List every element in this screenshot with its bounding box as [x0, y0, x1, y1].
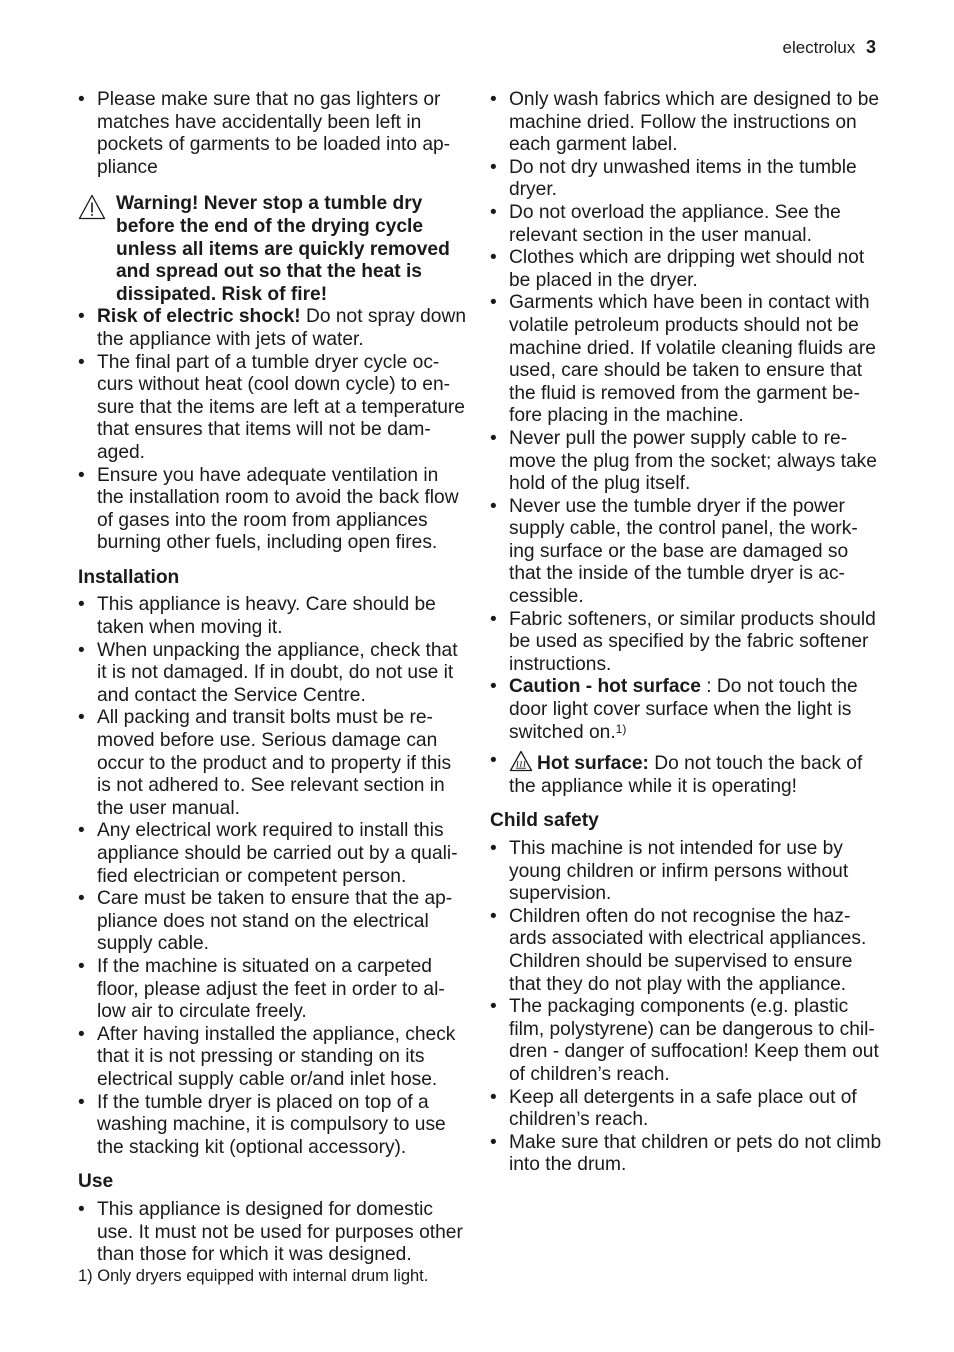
caution-label: Caution - hot surface [509, 676, 701, 698]
use-heading: Use [78, 1171, 114, 1193]
page-number: 3 [865, 37, 876, 57]
list-item: • Keep all detergents in a safe place out of children’s reach. [490, 1087, 882, 1132]
list-item: • Never use the tumble dryer if the power supply cable, the control panel, the work-ing surface or the base are damaged so that the inside of the tumble dryer is ac-cessible. [490, 496, 882, 609]
intro-list [78, 89, 470, 179]
hot-surface-label: Hot surface: [537, 753, 649, 775]
page-header [782, 37, 876, 58]
list-item: • The packaging components (e.g. plastic film, polystyrene) can be dangerous to chil-dren - danger of suffocation! Keep them out of children’s reach. [490, 996, 882, 1086]
list-item: • Clothes which are dripping wet should not be placed in the dryer. [490, 247, 882, 292]
list-item: • Do not dry unwashed items in the tumble dryer. [490, 157, 882, 202]
item-text: The final part of a tumble dryer cycle oc-curs without heat (cool down cycle) to en-sure that the items are left at a temperature that ensures that items will not be dam-aged. [97, 351, 465, 463]
warning-block [78, 193, 470, 306]
item-bold: Risk of electric shock! [97, 306, 301, 328]
list-item: • If the machine is situated on a carpeted floor, please adjust the feet in order to al-low air to circulate freely. [78, 956, 470, 1024]
list-item: • After having installed the appliance, check that it is not pressing or standing on its electrical supply cable or/and inlet hose. [78, 1024, 470, 1092]
list-item [78, 306, 470, 351]
item-text: Do not spray down the appliance with jets of water. [97, 306, 467, 350]
safety-list [78, 306, 470, 555]
list-item: • Do not overload the appliance. See the relevant section in the user manual. [490, 202, 882, 247]
list-item: • This appliance is heavy. Care should be taken when moving it. [78, 594, 470, 639]
list-item: • Make sure that children or pets do not climb into the drum. [490, 1132, 882, 1177]
list-item: • This machine is not intended for use by young children or infirm persons without supervision. [490, 838, 882, 906]
right-column [490, 89, 882, 1177]
list-item [78, 465, 470, 555]
warning-text: Warning! Never stop a tumble dry before the end of the drying cycle unless all items are quickly removed and spread out so that the heat is dissipated. Risk of fire! [116, 193, 450, 305]
list-item: • This appliance is designed for domestic use. It must not be used for purposes other than those for which it was designed. [78, 1199, 470, 1267]
usage-list [490, 89, 882, 798]
list-item: • Any electrical work required to install this appliance should be carried out by a quali-fied electrician or competent person. [78, 820, 470, 888]
footnote: 1) Only dryers equipped with internal drum light. [78, 1267, 429, 1285]
warning-triangle-icon [78, 194, 106, 220]
hot-surface-item [490, 750, 882, 798]
list-item: • Never pull the power supply cable to re-move the plug from the socket; always take hold of the plug itself. [490, 428, 882, 496]
brand-name: electrolux [782, 38, 856, 57]
footnote-ref: 1) [615, 721, 627, 736]
list-item: • Children often do not recognise the haz-ards associated with electrical appliances. Children should be supervised to ensure that they do not play with the appliance. [490, 906, 882, 996]
list-item: • Please make sure that no gas lighters or matches have accidentally been left in pockets of garments to be loaded into ap-pliance [78, 89, 470, 179]
use-list [78, 1199, 470, 1267]
list-item: • Fabric softeners, or similar products should be used as specified by the fabric softener instructions. [490, 609, 882, 677]
list-item: • All packing and transit bolts must be re-moved before use. Serious damage can occur to the product and to property if this is not adhered to. See relevant section in the user manual. [78, 707, 470, 820]
child-safety-heading: Child safety [490, 810, 599, 832]
installation-heading: Installation [78, 566, 180, 588]
list-item: • If the tumble dryer is placed on top of a washing machine, it is compulsory to use the stacking kit (optional accessory). [78, 1092, 470, 1160]
child-safety-list [490, 838, 882, 1177]
left-column [78, 89, 470, 1267]
caution-item [490, 676, 882, 744]
list-item: • When unpacking the appliance, check that it is not damaged. If in doubt, do not use it and contact the Service Centre. [78, 640, 470, 708]
item-text: Ensure you have adequate ventilation in the installation room to avoid the back flow of gases into the room from appliances burning other fuels, including open fires. [97, 464, 459, 554]
hot-surface-text: Do not touch the back of the appliance while it is operating! [509, 753, 863, 797]
list-item [78, 352, 470, 465]
installation-list [78, 594, 470, 1159]
hot-surface-icon [509, 750, 533, 772]
caution-text: : Do not touch the door light cover surface when the light is switched on. [509, 676, 858, 743]
list-item: • Care must be taken to ensure that the ap-pliance does not stand on the electrical supply cable. [78, 888, 470, 956]
list-item: • Only wash fabrics which are designed to be machine dried. Follow the instructions on each garment label. [490, 89, 882, 157]
list-item: • Garments which have been in contact with volatile petroleum products should not be machine dried. If volatile cleaning fluids are used, care should be taken to ensure that the fluid is removed from the garment be-fore placing in the machine. [490, 292, 882, 428]
